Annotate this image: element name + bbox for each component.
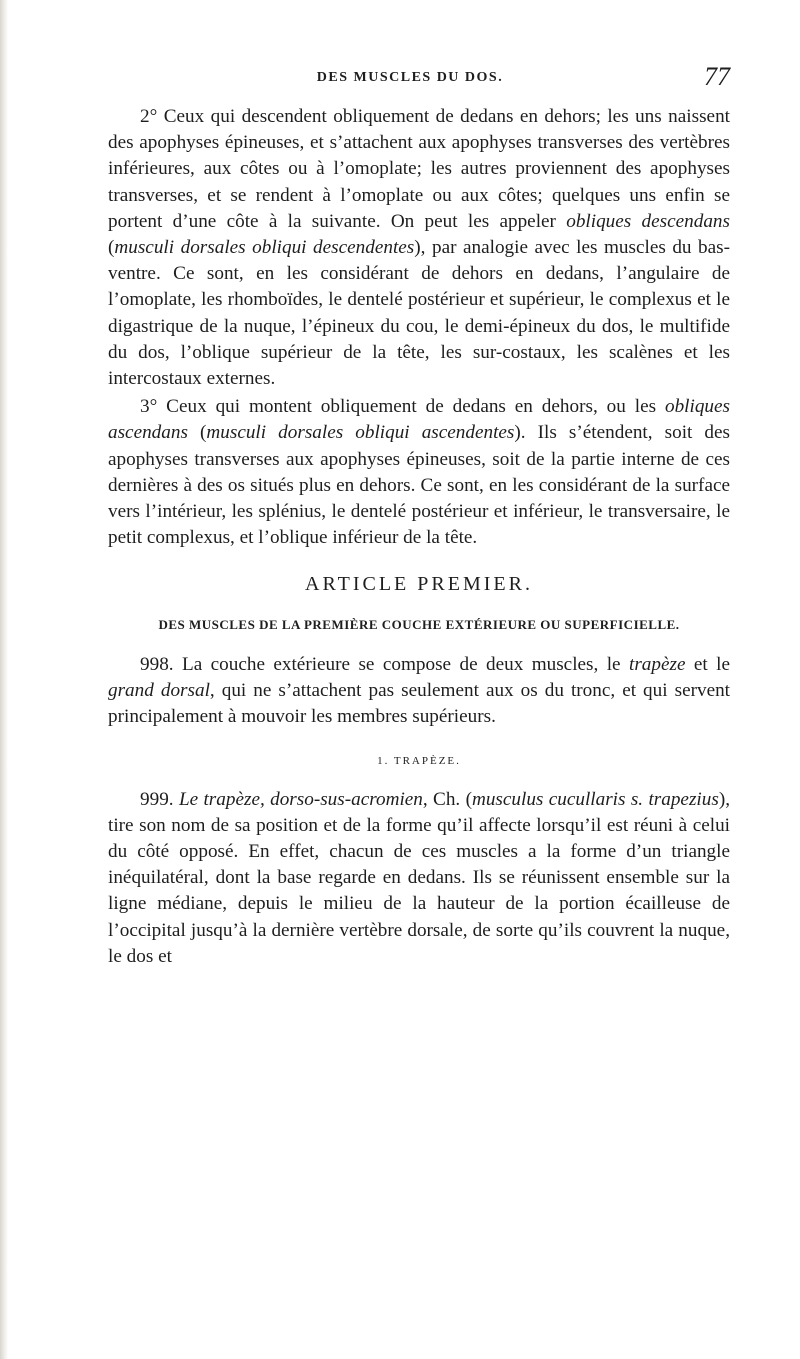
- text: , Ch. (: [422, 788, 472, 810]
- text: ), tire son nom de sa position et de la forme qu’il affecte lorsqu’il est réuni à celui du côté opposé. En effet, chacun de ces muscles a la forme d’un triangle inéquilatéral, dont la base regarde en dedans. Ils se réunissent ensemble sur la ligne médiane, depuis le milieu de la hauteur de la portion écailleuse de l’occipital jusqu’à la dernière vertèbre dorsale, de sorte qu’ils couvrent la nuque, le dos et: [108, 788, 730, 967]
- text: (: [108, 237, 115, 259]
- text: 2° Ceux qui descendent obliquement de dedans en dehors; les uns naissent des apophyses épineuses, et s’attachent aux apophyses transverses des vertèbres inférieures, aux côtes ou à l’omoplate; les autres proviennent des apophyses transverses, et se rendent à l’omoplate ou aux côtes; quelques uns enfin se portent d’une côte à la suivante. On peut les appeler: [108, 106, 730, 232]
- running-header: [90, 62, 730, 98]
- term: musculi dorsales obliqui ascendentes: [206, 422, 515, 444]
- text: 999.: [140, 788, 179, 810]
- paragraph-oblique-descending: [108, 104, 730, 392]
- text: 998. La couche extérieure se compose de deux muscles, le: [140, 653, 629, 675]
- article-subheading: DES MUSCLES DE LA PREMIÈRE COUCHE EXTÉRIEURE OU SUPERFICIELLE.: [158, 616, 680, 632]
- term: trapèze: [628, 653, 686, 675]
- page-number: 77: [704, 62, 730, 91]
- term: Le trapèze, dorso-sus-acromien: [178, 788, 423, 810]
- section-heading: 1. TRAPÈZE.: [377, 755, 461, 768]
- page-body: [108, 104, 730, 970]
- term: grand dorsal: [108, 680, 210, 702]
- text: ). Ils s’étendent, soit des apophyses transverses aux apophyses épineuses, soit de la partie interne de ces dernières à des os situés plus en dehors. Ce sont, en les considérant de la surface vers l’intérieur, les splénius, le dentelé postérieur et inférieur, le transversaire, le petit complexus, et l’oblique inférieur de la tête.: [108, 422, 730, 549]
- paragraph-998: [108, 652, 730, 731]
- text: et le: [685, 653, 730, 675]
- article-heading: ARTICLE PREMIER.: [305, 573, 533, 596]
- term: musculi dorsales obliqui descendentes: [114, 237, 415, 259]
- text: ), par analogie avec les muscles du bas-ventre. Ce sont, en les considérant de dehors en dedans, l’angulaire de l’omoplate, les rhomboïdes, le dentelé postérieur et supérieur, le complexus et le digastrique de la nuque, l’épineux du cou, le demi-épineux du dos, le multifide du dos, l’oblique supérieur de la tête, les sur-costaux, les scalènes et les intercostaux externes.: [108, 237, 731, 390]
- term: musculus cucullaris s. trapezius: [471, 788, 719, 810]
- term: obliques ascendans: [108, 396, 730, 444]
- page-edge-shadow: [0, 0, 8, 1359]
- running-title: DES MUSCLES DU DOS.: [316, 70, 504, 85]
- text: , qui ne s’attachent pas seulement aux os du tronc, et qui servent principalement à mouvoir les membres supérieurs.: [108, 680, 731, 728]
- paragraph-oblique-ascending: [108, 394, 730, 551]
- text: (: [187, 422, 207, 444]
- term: obliques descendans: [566, 210, 730, 232]
- paragraph-999: [108, 787, 730, 970]
- text: 3° Ceux qui montent obliquement de dedans en dehors, ou les: [140, 396, 665, 418]
